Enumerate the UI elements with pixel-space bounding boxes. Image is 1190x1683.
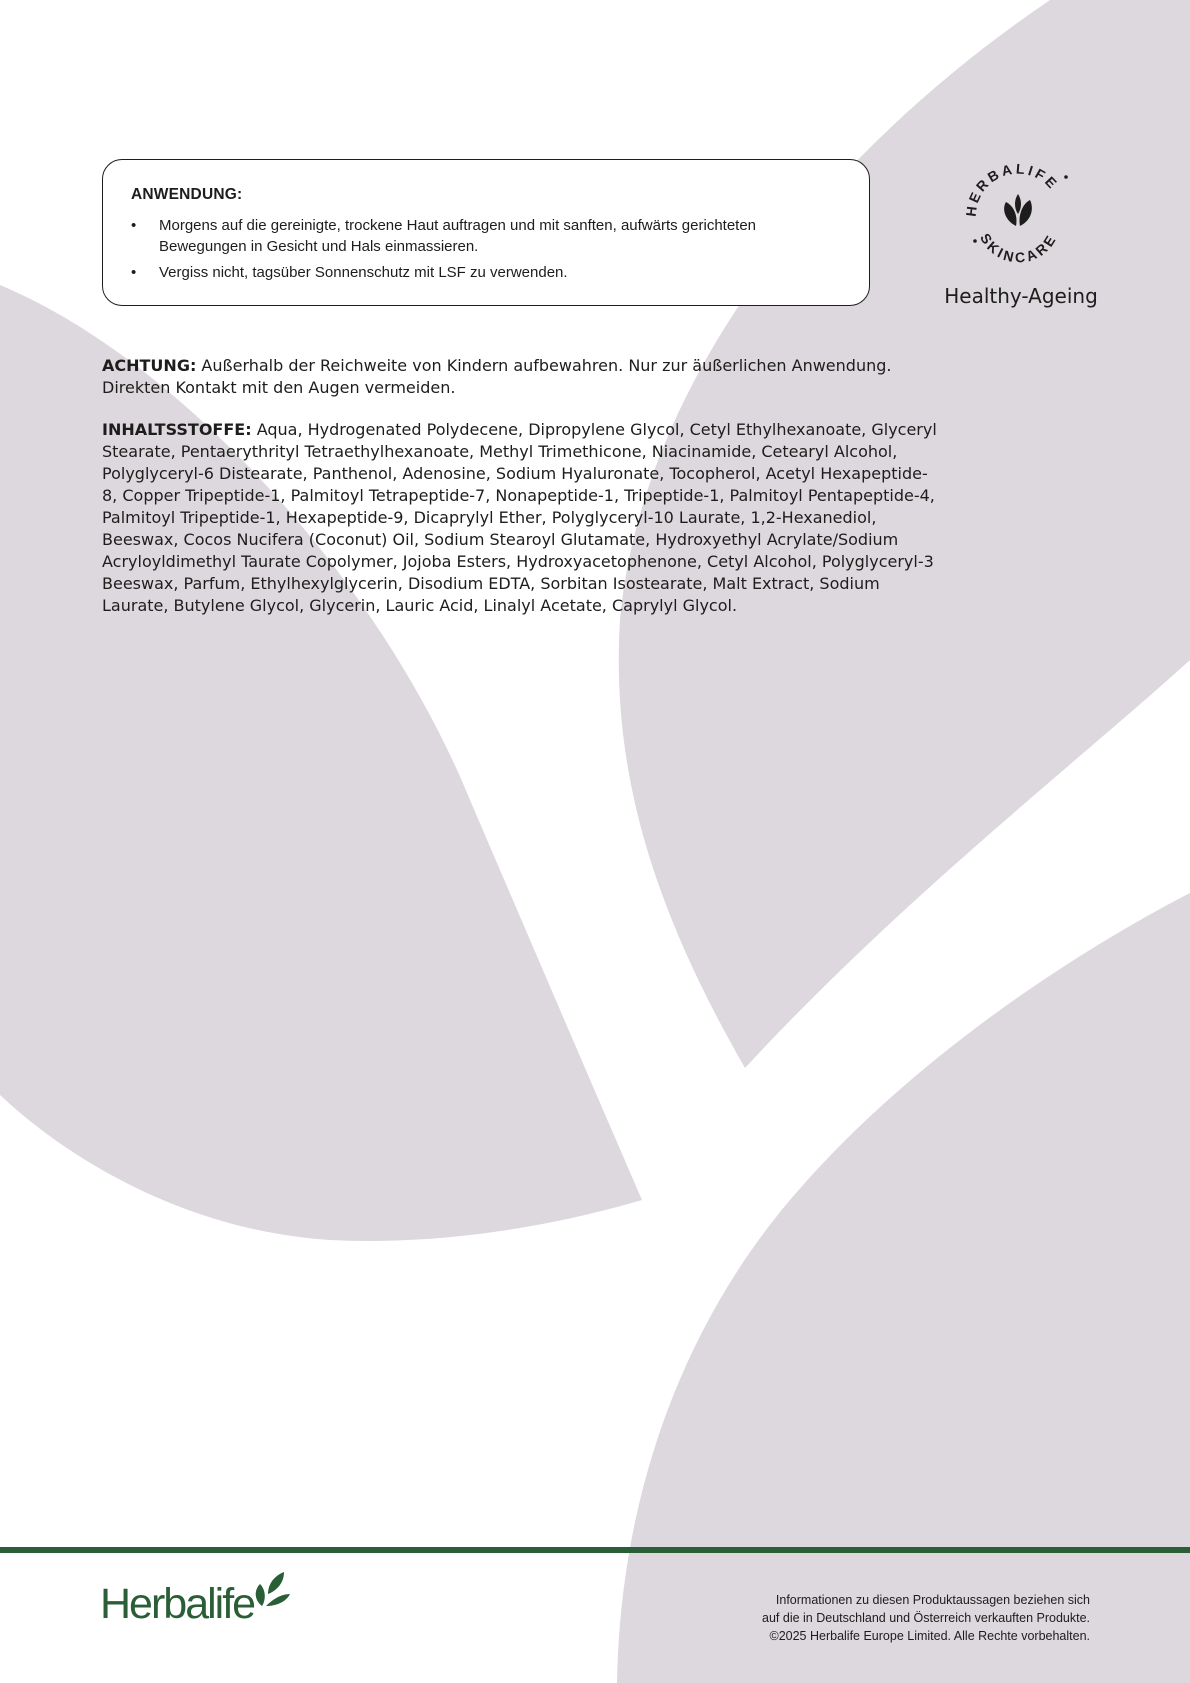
legal-line: auf die in Deutschland und Österreich verkauften Produkte. [762,1611,1090,1625]
legal-notice [670,1591,1090,1645]
usage-item: • Morgens auf die gereinigte, trockene Haut auftragen und mit sanften, aufwärts gerichteten Bewegungen in Gesicht und Hals einmassieren. [131,215,811,257]
warning-text: Außerhalb der Reichweite von Kindern aufbewahren. Nur zur äußerlichen Anwendung. Direkten Kontakt mit den Augen vermeiden. [102,356,892,397]
legal-line: ©2025 Herbalife Europe Limited. Alle Rechte vorbehalten. [769,1629,1090,1643]
product-line-tagline: Healthy-Ageing [944,284,1098,308]
brand-wordmark: Herbalife [100,1580,255,1628]
svg-text:SKINCARE [977,230,1060,265]
leaf-icon [252,1572,292,1608]
herbalife-logo [100,1572,300,1632]
leaf-icon [1004,194,1032,226]
usage-list [131,215,811,288]
seal-top-text: HERBALIFE [962,160,1063,218]
ingredients-label: INHALTSSTOFFE: [102,420,252,439]
herbalife-skincare-seal-logo [958,155,1078,275]
warning-label: ACHTUNG: [102,356,197,375]
usage-item: • Vergiss nicht, tagsüber Sonnenschutz mit LSF zu verwenden. [131,262,811,283]
warning-paragraph [102,355,937,399]
usage-title: ANWENDUNG: [131,186,243,203]
ingredients-text: Aqua, Hydrogenated Polydecene, Dipropylene Glycol, Cetyl Ethylhexanoate, Glyceryl Stearate, Pentaerythrityl Tetraethylhexanoate, Methyl Trimethicone, Niacinamide, Cetearyl Alcohol, Polyglyceryl-6 Distearate, Panthenol, Adenosine, Sodium Hyaluronate, Tocopherol, Acetyl Hexapeptide-8, Copper Tripeptide-1, Palmitoyl Tetrapeptide-7, Nonapeptide-1, Tripeptide-1, Palmitoyl Pentapeptide-4, Palmitoyl Tripeptide-1, Hexapeptide-9, Dicaprylyl Ether, Polyglyceryl-10 Laurate, 1,2-Hexanediol, Beeswax, Cocos Nucifera (Coconut) Oil, Sodium Stearoyl Glutamate, Hydroxyethyl Acrylate/Sodium Acryloyldimethyl Taurate Copolymer, Jojoba Esters, Hydroxyacetophenone, Cetyl Alcohol, Polyglyceryl-3 Beeswax, Parfum, Ethylhexylglycerin, Disodium EDTA, Sorbitan Isostearate, Malt Extract, Sodium Laurate, Butylene Glycol, Glycerin, Lauric Acid, Linalyl Acetate, Caprylyl Glycol. [102,420,937,615]
footer-divider [0,1547,1190,1553]
seal-bottom-text: SKINCARE [977,230,1060,266]
ingredients-paragraph [102,419,937,617]
usage-box [102,159,870,306]
legal-line: Informationen zu diesen Produktaussagen beziehen sich [775,1593,1090,1607]
